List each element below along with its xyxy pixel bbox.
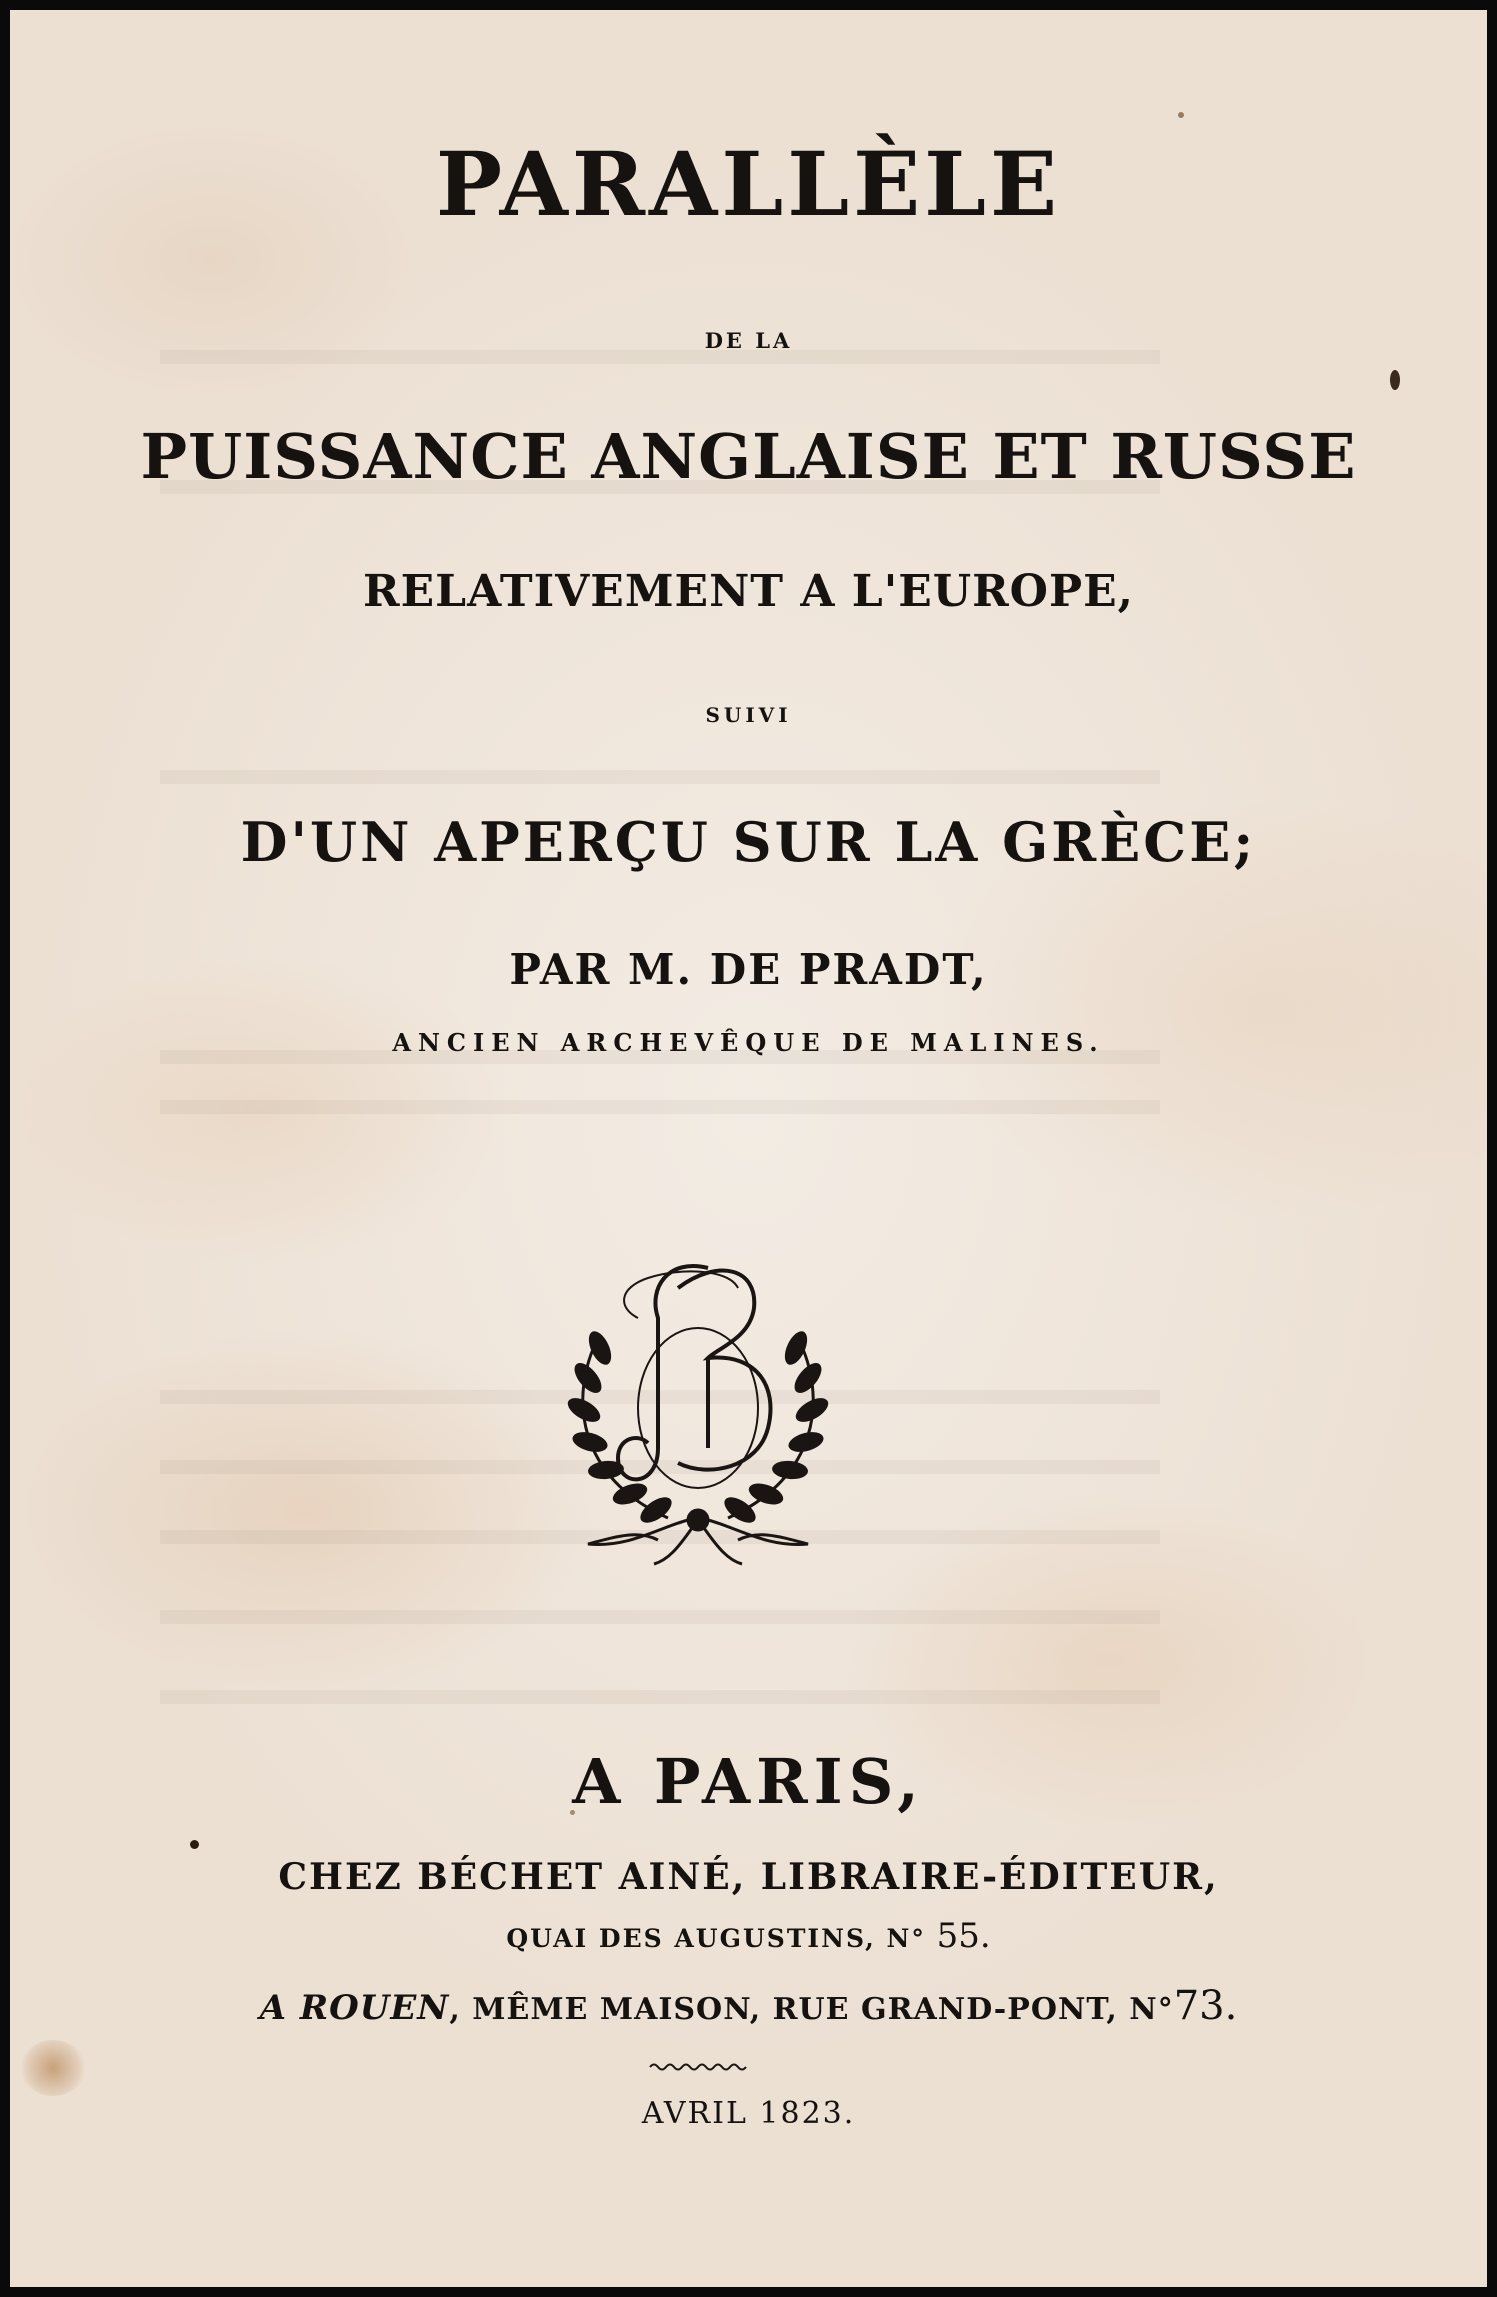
wavy-rule-icon: [648, 2062, 748, 2072]
show-through: [160, 770, 1160, 784]
book-title: PARALLÈLE: [435, 132, 1062, 236]
title-page: [10, 10, 1487, 2287]
author-title: ANCIEN ARCHEVÊQUE DE MALINES.: [392, 1028, 1105, 1057]
publication-date: AVRIL 1823.: [641, 2096, 856, 2131]
imprint-city: A PARIS,: [572, 1745, 925, 1818]
ink-spot: [190, 1840, 199, 1849]
rouen-number: 73.: [1173, 1983, 1238, 2029]
book-second-part: D'UN APERÇU SUR LA GRÈCE;: [240, 810, 1257, 874]
wreath-monogram-icon: [558, 1248, 838, 1566]
imprint-publisher: CHEZ BÉCHET AINÉ, LIBRAIRE-ÉDITEUR,: [278, 1856, 1219, 1898]
foxing-spot: [1178, 112, 1184, 118]
foxing-stain: [20, 2040, 86, 2096]
show-through: [160, 1100, 1160, 1114]
address-text: QUAI DES AUGUSTINS, N°: [506, 1924, 926, 1953]
subtitle-connector: DE LA: [704, 328, 793, 353]
address-number: 55.: [936, 1916, 991, 1956]
show-through: [160, 1690, 1160, 1704]
author-line: PAR M. DE PRADT,: [509, 945, 988, 994]
imprint-address: [10, 1916, 1487, 1956]
suivi-connector: SUIVI: [705, 703, 792, 727]
imprint-rouen: [10, 1983, 1487, 2029]
ink-spot: [1390, 370, 1400, 390]
book-subject-continued: RELATIVEMENT A L'EUROPE,: [363, 566, 1134, 617]
book-subject: PUISSANCE ANGLAISE ET RUSSE: [140, 420, 1357, 493]
rouen-city: A ROUEN: [259, 1988, 450, 2028]
rouen-text: , MÊME MAISON, RUE GRAND-PONT, N°: [449, 1992, 1174, 2027]
show-through: [160, 1610, 1160, 1624]
